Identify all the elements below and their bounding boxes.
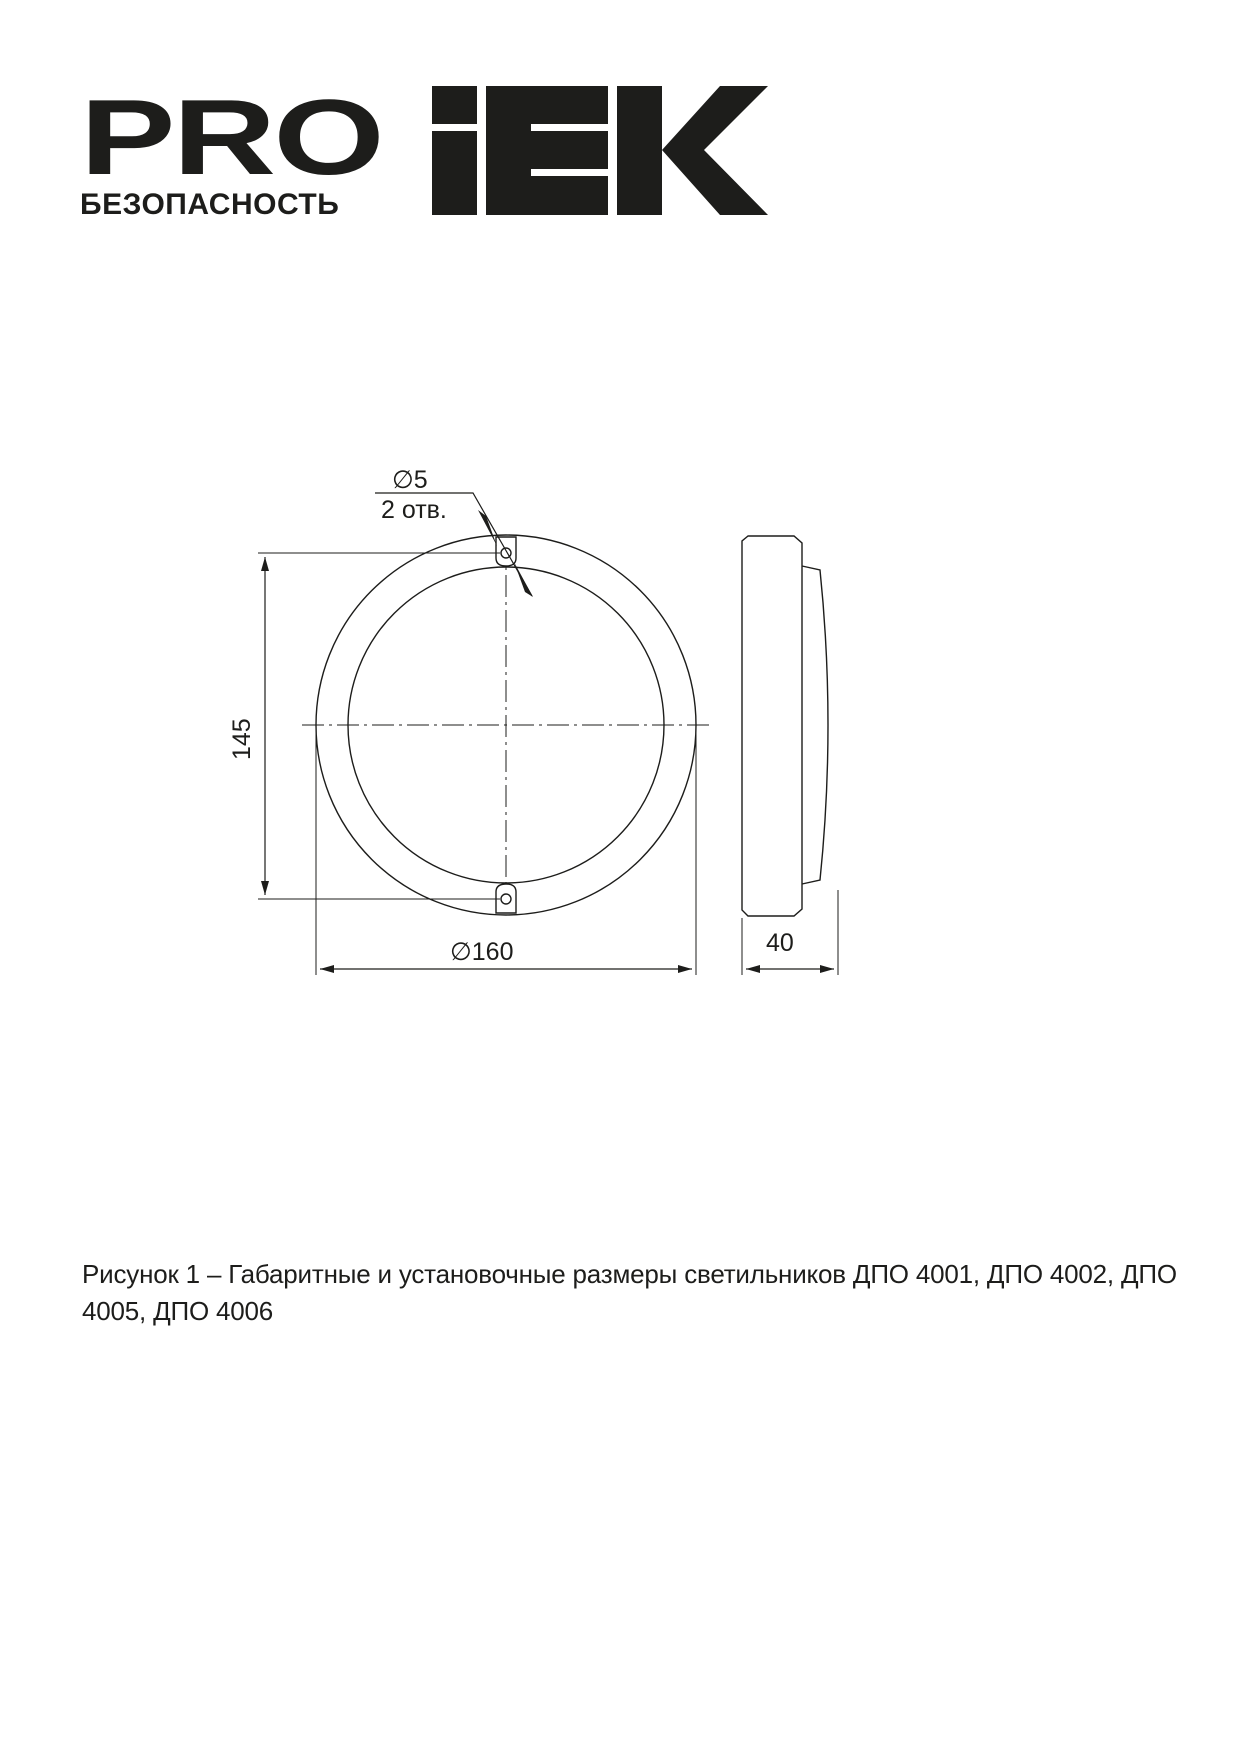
logo-subtitle: БЕЗОПАСНОСТЬ [80, 188, 340, 221]
svg-text:PRO: PRO [80, 77, 382, 197]
outer-diameter-label: ∅160 [450, 938, 514, 966]
height-label: 40 [766, 929, 794, 957]
side-view [742, 536, 828, 916]
hole-count-label: 2 отв. [381, 496, 447, 524]
mounting-distance-dimension [258, 553, 500, 899]
mounting-distance-label: 145 [228, 718, 256, 760]
figure-caption: Рисунок 1 – Габаритные и установочные размеры светильников ДПО 4001, ДПО 4002, ДПО 4005, ДПО 4006 [82, 1259, 1177, 1326]
hole-diameter-label: ∅5 [392, 466, 428, 494]
